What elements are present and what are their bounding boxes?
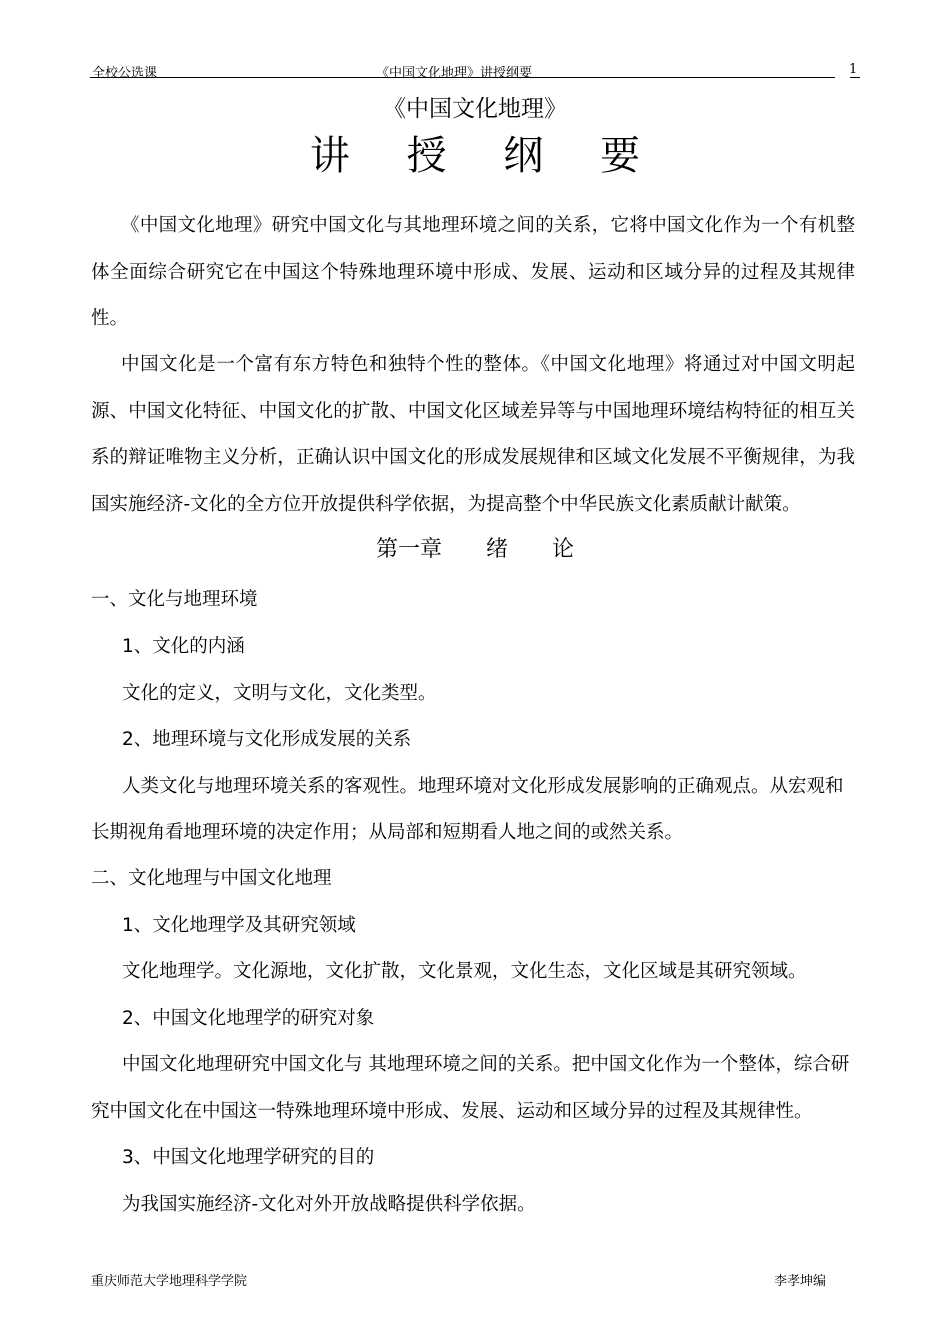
subsection-text-1-2-line1: 人类文化与地理环境关系的客观性。地理环境对文化形成发展影响的正确观点。从宏观和 <box>122 776 844 797</box>
header-page-number-underline <box>850 77 860 78</box>
subsection-heading-1-2: 2、地理环境与文化形成发展的关系 <box>122 729 412 750</box>
subsection-text-2-2-line1: 中国文化地理研究中国文化与 其地理环境之间的关系。把中国文化作为一个整体，综合研 <box>122 1054 850 1075</box>
page-header <box>90 60 862 80</box>
header-course-type: 全校公选课 <box>92 66 158 81</box>
chapter-heading: 第一章 绪 论 <box>375 537 574 562</box>
subsection-text-2-1: 文化地理学。文化源地，文化扩散，文化景观，文化生态，文化区域是其研究领域。 <box>122 961 807 982</box>
subsection-heading-2-2: 2、中国文化地理学的研究对象 <box>122 1008 375 1029</box>
subsection-text-1-2-line2: 长期视角看地理环境的决定作用；从局部和短期看人地之间的或然关系。 <box>91 822 684 843</box>
document-subtitle: 《中国文化地理》 <box>383 96 567 122</box>
header-rule <box>90 77 835 78</box>
intro-paragraph-1: 《中国文化地理》研究中国文化与其地理环境之间的关系，它将中国文化作为一个有机整体全面综合研究它在中国这个特殊地理环境中形成、发展、运动和区域分异的过程及其规律性。 <box>91 215 855 329</box>
subsection-text-2-2-line2: 究中国文化在中国这一特殊地理环境中形成、发展、运动和区域分异的过程及其规律性。 <box>91 1101 813 1122</box>
subsection-text-2-3: 为我国实施经济-文化对外开放战略提供科学依据。 <box>122 1194 536 1215</box>
intro-paragraph-2: 中国文化是一个富有东方特色和独特个性的整体。《中国文化地理》将通过对中国文明起源、中国文化特征、中国文化的扩散、中国文化区域差异等与中国地理环境结构特征的相互关系的辩证唯物主义分析，正确认识中国文化的形成发展规律和区域文化发展不平衡规律，为我国实施经济-文化的全方位开放提供科学依据，为提高整个中华民族文化素质献计献策。 <box>91 354 855 515</box>
subsection-heading-2-1: 1、文化地理学及其研究领域 <box>122 915 356 936</box>
section-heading-1: 一、文化与地理环境 <box>91 589 258 610</box>
footer-author: 李孝坤编 <box>774 1274 827 1289</box>
subsection-text-1-1: 文化的定义，文明与文化，文化类型。 <box>122 683 437 704</box>
header-document-title: 《中国文化地理》讲授纲要 <box>376 66 533 81</box>
subsection-heading-2-3: 3、中国文化地理学研究的目的 <box>122 1147 375 1168</box>
subsection-heading-1-1: 1、文化的内涵 <box>122 636 245 657</box>
footer-institution: 重庆师范大学地理科学学院 <box>91 1274 248 1289</box>
document-title: 讲 授 纲 要 <box>309 133 663 179</box>
header-page-number: 1 <box>849 62 858 77</box>
section-heading-2: 二、文化地理与中国文化地理 <box>91 868 332 889</box>
